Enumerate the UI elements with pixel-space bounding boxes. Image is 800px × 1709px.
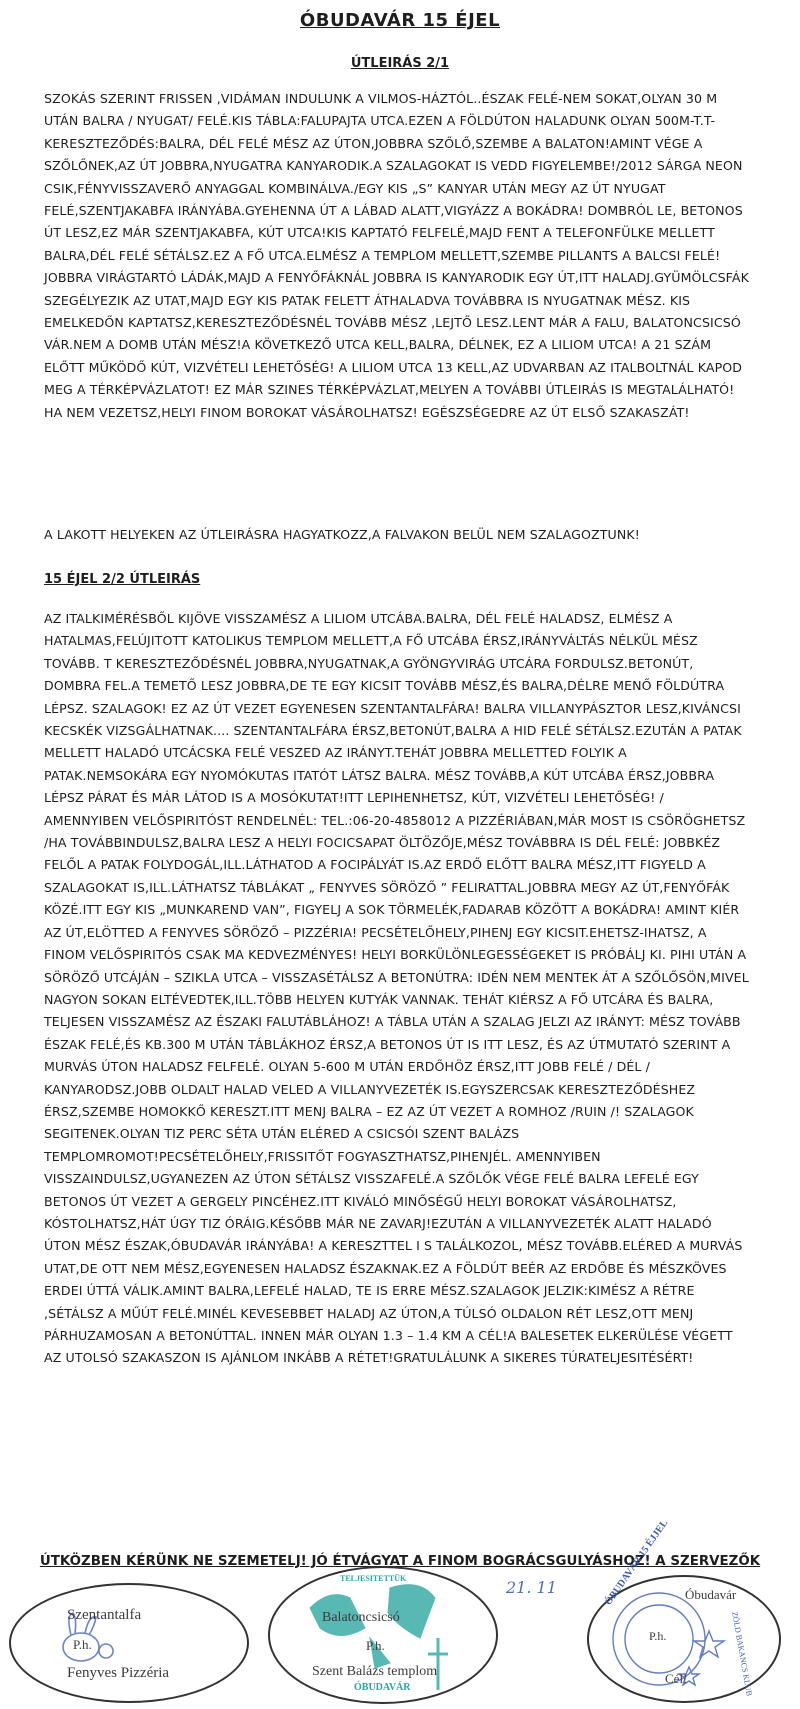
section2-text: AZ ITALKIMÉRÉSBŐL KIJÖVE VISSZAMÉSZ A LILIOM UTCÁBA.BALRA, DÉL FELÉ HALADSZ, ELMÉSZ A HATALMAS,FELÚJITOTT KATOLIKUS TEMPLOM MELLETT,A FŐ UTCÁBA ÉRSZ,IRÁNYVÁLTÁS NÉLKÜL MÉSZ TOVÁBB. T KERESZTEZŐDÉSNÉL JOBBRA,NYUGATNAK,A GYÖNGYVIRÁG UTCÁRA FORDULSZ.BETONÚT, DOMBRA FEL.A TEMETŐ LESZ JOBBRA,DE TE EGY KICSIT TOVÁBB MÉSZ,ÉS BALRA,DÉLRE MENŐ FÖLDÚTRA LÉPSZ. SZALAGOK! EZ AZ ÚT VEZET EGYENESEN SZENTANTALFÁRA! BALRA VILLANYPÁSZTOR LESZ,KIVÁNCSI KECSKÉK VIZSGÁLHATNAK.... SZENTANTALFÁRA ÉRSZ,BETONÚT,BALRA A HID FELÉ SÉTÁLSZ.EZUTÁN A PATAK MELLETT HALADÓ UTCÁCSKA FELÉ VESZED AZ IRÁNYT.TEHÁT JOBBRA MELLETTED FOLYIK A PATAK.NEMSOKÁRA EGY NYOMÓKUTAS ITATÓT LÁTSZ BALRA. MÉSZ TOVÁBB,A KÚT UTCÁBA ÉRSZ,JOBBRA LÉPSZ PÁRAT ÉS MÁR LÁTOD IS A MOSÓKUTAT!ITT LEPIHENHETSZ, KÚT, VIZVÉTELI LEHETŐSÉG! / AMENNYIBEN VELŐSPIRITÓST RENDELNÉL: TEL.:06-20-4858012 A PIZZÉRIÁBAN,MÁR MOST IS CSÖRÖGHETSZ /HA TOVÁBBINDULSZ,BALRA LESZ A HELYI FOCICSAPAT ÖLTÖZŐJE,MÉSZ TOVÁBBRA IS DÉL FELÉ: JOBBKÉZ FELŐL A PATAK FOLYDOGÁL,ILL.LÁTHATOD A FOCIPÁLYÁT IS.AZ ERDŐ ELŐTT BALRA MÉSZ,ITT FIGYELD A SZALAGOKAT IS,ILL.LÁTHATSZ TÁBLÁKAT „ FENYVES SÖRÖZŐ ” FELIRATTAL.JOBBRA MEGY AZ ÚT,FENYŐFÁK KÖZÉ.ITT EGY KIS „MUNKAREND VAN”, FIGYELJ A SOK TÖRMELÉK,FADARAB KÖZÖTT A BOKÁDRA! AMINT KIÉR AZ ÚT,ELÖTTED A FENYVES SÖRÖZŐ – PIZZÉRIA! PECSÉTELŐHELY,PIHENJ EGY KICSIT.EHETSZ-IHATSZ, A FINOM VELŐSPIRITÓS CSAK MA KEDVEZMÉNYES! HELYI BORKÜLÖNLEGESSÉGEKET IS PRÓBÁLJ KI. PIHI UTÁN A SÖRÖZŐ UTCÁJÁN – SZIKLA UTCA – VISSZASÉTÁLSZ A BETONÚTRA: IDÉN NEM MENTEK ÁT A SZŐLŐSÖN,MIVEL NAGYON SOKAN ELTÉVEDTEK,ILL.TÖBB HELYEN KUTYÁK VANNAK. TEHÁT KIÉRSZ A FŐ UTCÁRA ÉS BALRA, TELJESEN VISSZAMÉSZ AZ ÉSZAKI FALUTÁBLÁHOZ! A TÁBLA UTÁN A SZALAG JELZI AZ IRÁNYT: MÉSZ TOVÁBB ÉSZAK FELÉ,ÉS KB.300 M UTÁN TÁBLÁKHOZ ÉRSZ,A BETONOS ÚT IS ITT LESZ, ÉS AZ ÚTMUTATÓ SZERINT A MURVÁS ÚTON HALADSZ FELFELÉ. OLYAN 5-600 M UTÁN ERDŐHÖZ ÉRSZ,ITT JOBB FELÉ / DÉL / KANYARODSZ.JOBB OLDALT HALAD VELED A VILLANYVEZETÉK IS.EGYSZERCSAK KERESZTEZŐDÉSHEZ ÉRSZ,SZEMBE HOMOKKŐ KERESZT.ITT MENJ BALRA – EZ AZ ÚT VEZET A ROMHOZ /RUIN /! SZALAGOK SEGITENEK.OLYAN TIZ PERC SÉTA UTÁN ELÉRED A CSICSÓI SZENT BALÁZS TEMPLOMROMOT!PECSÉTELŐHELY,FRISSITŐT FOGYASZTHATSZ,PIHENJÉL. AMENNYIBEN VISSZAINDULSZ,UGYANEZEN AZ ÚTON SÉTÁLSZ VISSZAFELÉ.A SZŐLŐK VÉGE FELÉ BALRA LEFELÉ EGY BETONOS ÚT VEZET A GERGELY PINCÉHEZ.ITT KIVÁLÓ MINŐSÉGŰ HELYI BOROKAT VÁSÁROLHATSZ, KÓSTOLHATSZ,HÁT ÚGY TIZ ÓRÁIG.KÉSŐBB MÁR NE ZAVARJ!EZUTÁN A VILLANYVEZETÉK ALATT HALADÓ ÚTON MÉSZ ÉSZAK,ÓBUDAVÁR IRÁNYÁBA! A KERESZTTEL I S TALÁLKOZOL, MÉSZ TOVÁBB.ELÉRED A MURVÁS UTAT,DE OTT NEM MÉSZ,EGYENESEN HALADSZ ÉSZAKNAK.EZ A FÖLDÚT BEÉR AZ ERDŐBE ÉS MÉSZKÖVES ERDEI ÚTTÁ VÁLIK.AMINT BALRA,LEFELÉ HALAD, TE IS ERRE MÉSZ.SZALAGOK JELZIK:KIMÉSZ A RÉTRE ,SÉTÁLSZ A MŰÚT FELÉ.MINÉL KEVESEBBET HALADJ AZ ÚTON,A TÚLSÓ OLDALON RÉT LESZ,OTT MENJ PÁRHUZAMOSAN A BETONÚTTAL. INNEN MÁR OLYAN 1.3 – 1.4 KM A CÉL!A BALESETEK ELKERÜLÉSE VÉGETT AZ UTOLSÓ SZAKASZON IS AJÁNLOM INKÁBB A RÉTET!GRATULÁLUNK A SIKERES TÚRATELJESITÉSÉRT! — [44, 611, 749, 1366]
section1-text: SZOKÁS SZERINT FRISSEN ,VIDÁMAN INDULUNK A VILMOS-HÁZTÓL..ÉSZAK FELÉ-NEM SOKAT,OLYAN 30 M UTÁN BALRA / NYUGAT/ FELÉ.KIS TÁBLA:FALUPAJTA UTCA.EZEN A FÖLDÚTON HALADUNK OLYAN 500M-T.T-KERESZTEZŐDÉS:BALRA, DÉL FELÉ MÉSZ AZ ÚTON,JOBBRA SZŐLŐ,SZEMBE A BALATON!AMINT VÉGE A SZŐLŐNEK,AZ ÚT JOBBRA,NYUGATRA KANYARODIK.A SZALAGOKAT IS VEDD FIGYELEMBE!/2012 SÁRGA NEON CSIK,FÉNYVISSZAVERŐ ANYAGGAL KOMBINÁLVA./EGY KIS „S” KANYAR UTÁN MEGY AZ ÚT NYUGAT FELÉ,SZENTJAKABFA IRÁNYÁBA.GYEHENNA ÚT A LÁBAD ALATT,VIGYÁZZ A BOKÁDRA! DOMBRÓL LE, BETONOS ÚT LESZ,EZ MÁR SZENTJAKABFA, KÚT UTCA!KIS KAPTATÓ FELFELÉ,MAJD FENT A TELEFONFÜLKE MELLETT BALRA,DÉL FELÉ SÉTÁLSZ.EZ A FŐ UTCA.ELMÉSZ A TEMPLOM MELLETT,SZEMBE PILLANTS A BALCSI FELÉ! JOBBRA VIRÁGTARTÓ LÁDÁK,MAJD A FENYŐFÁKNÁL JOBBRA IS KANYARODIK EGY ÚT,ITT HALADJ.GYÜMÖLCSFÁK SZEGÉLYEZIK AZ UTAT,MAJD EGY KIS PATAK FELETT ÁTHALADVA TOVÁBBRA IS NYUGATNAK MÉSZ. KIS EMELKEDŐN KAPTATSZ,KERESZTEZŐDÉSNÉL TOVÁBB MÉSZ ,LEJTŐ LESZ.LENT MÁR A FALU, BALATONCSICSÓ VÁR.NEM A DOMB UTÁN MÉSZ!A KÖVETKEZŐ UTCA KELL,BALRA, DÉLNEK, EZ A LILIOM UTCA! A 21 SZÁM ELŐTT MŰKÖDŐ KÚT, VIZVÉTELI LEHETŐSÉG! A LILIOM UTCA 13 KELL,AZ UDVARBAN AZ ITALBOLTNÁL KAPOD MEG A TÉRKÉPVÁZLATOT! EZ MÁR SZINES TÉRKÉPVÁZLAT,MELYEN A TOVÁBBI ÚTLEIRÁS IS MEGTALÁLHATÓ! HA NEM VEZETSZ,HELYI FINOM BOROKAT VÁSÁROLHATSZ! EGÉSZSÉGEDRE AZ ÚT ELSŐ SZAKASZÁT! — [44, 91, 749, 420]
stamp3-arc: ÓBUDAVÁR 15 ÉJJEL — [603, 1517, 671, 1608]
stamp-szentantalfa — [9, 1583, 249, 1703]
stamp-balatoncsicso — [268, 1566, 498, 1704]
section2-heading: 15 ÉJEL 2/2 ÚTLEIRÁS — [44, 572, 201, 587]
stamp3-line1: Óbudavár — [685, 1587, 737, 1602]
stamp2-line2: P.h. — [366, 1638, 385, 1653]
stamp1-line3: Fenyves Pizzéria — [67, 1665, 170, 1681]
stamp1-line1: Szentantalfa — [67, 1607, 142, 1623]
handwritten-note: 21. 11 — [506, 1578, 557, 1597]
stamp2-bottom: ÓBUDAVÁR — [354, 1682, 411, 1693]
document-title: ÓBUDAVÁR 15 ÉJEL — [299, 10, 501, 31]
section1-heading: ÚTLEIRÁS 2/1 — [350, 56, 450, 71]
stamp-obudavar — [587, 1517, 781, 1703]
stamp2-arc: TELJESITETTÜK — [340, 1574, 407, 1583]
stamp1-line2: P.h. — [73, 1637, 92, 1652]
stamp2-line3: Szent Balázs templom — [312, 1664, 438, 1679]
stamp3-side: ZÖLD BAKANCS KLUB — [730, 1611, 754, 1697]
stamp3-line3: Cél! — [665, 1671, 688, 1686]
stamp3-line2: P.h. — [649, 1629, 667, 1643]
section1-note: A LAKOTT HELYEKEN AZ ÚTLEIRÁSRA HAGYATKOZZ,A FALVAKON BELÜL NEM SZALAGOZTUNK! — [44, 527, 640, 542]
bunny-icon — [11, 1585, 247, 1701]
closing-line: ÚTKÖZBEN KÉRÜNK NE SZEMETELJ! JÓ ÉTVÁGYAT A FINOM BOGRÁCSGULYÁSHOZ! A SZERVEZŐK — [39, 1554, 761, 1569]
stamp2-line1: Balatoncsicsó — [322, 1610, 400, 1625]
